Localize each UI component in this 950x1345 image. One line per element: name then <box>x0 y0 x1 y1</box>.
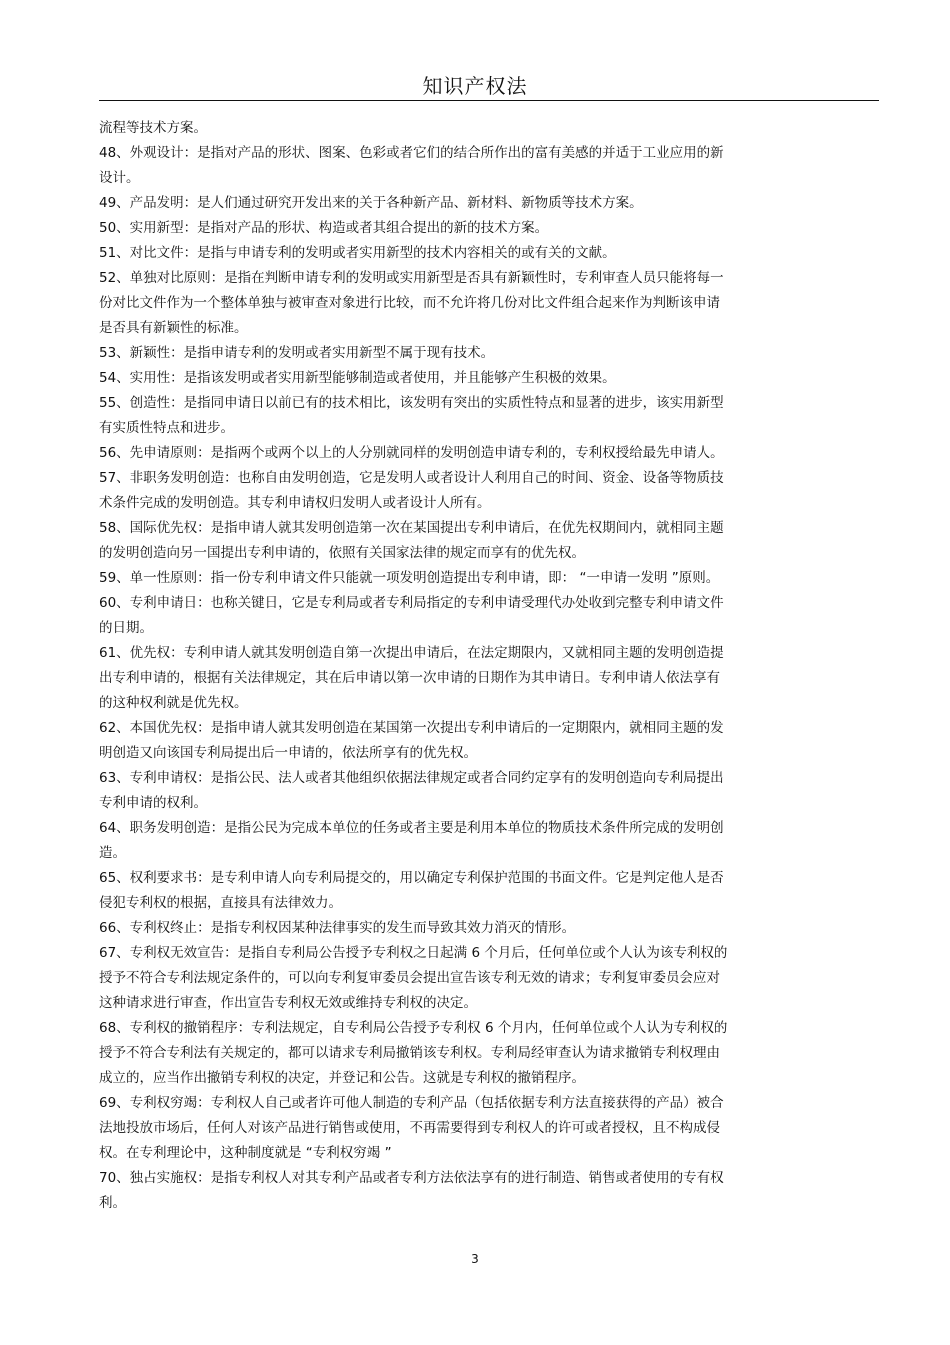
text-line: 的发明创造向另一国提出专利申请的，依照有关国家法律的规定而享有的优先权。 <box>99 545 585 561</box>
text-line: 58、国际优先权：是指申请人就其发明创造第一次在某国提出专利申请后，在优先权期间内，就相同主题 <box>99 520 724 536</box>
text-line: 利。 <box>99 1195 126 1211</box>
header-divider <box>99 100 879 101</box>
text-line: 62、本国优先权：是指申请人就其发明创造在某国第一次提出专利申请后的一定期限内，就相同主题的发 <box>99 720 724 736</box>
text-line: 61、优先权：专利申请人就其发明创造自第一次提出申请后，在法定期限内，又就相同主题的发明创造提 <box>99 645 724 661</box>
text-line: 66、专利权终止：是指专利权因某种法律事实的发生而导致其效力消灭的情形。 <box>99 920 576 936</box>
text-line: 专利申请的权利。 <box>99 795 207 811</box>
text-line: 术条件完成的发明创造。其专利申请权归发明人或者设计人所有。 <box>99 495 491 511</box>
text-line: 52、单独对比原则：是指在判断申请专利的发明或实用新型是否具有新颖性时，专利审查人员只能将每一 <box>99 270 724 286</box>
text-line: 55、创造性：是指同申请日以前已有的技术相比，该发明有突出的实质性特点和显著的进步，该实用新型 <box>99 395 724 411</box>
text-line: 68、专利权的撤销程序：专利法规定，自专利局公告授予专利权 6 个月内，任何单位或个人认为专利权的 <box>99 1020 728 1036</box>
text-line: 的这种权利就是优先权。 <box>99 695 248 711</box>
header-title: 知识产权法 <box>422 74 528 98</box>
text-line: 出专利申请的，根据有关法律规定，其在后申请以第一次申请的日期作为其申请日。专利申请人依法享有 <box>99 670 720 686</box>
text-line: 57、非职务发明创造：也称自由发明创造，它是发明人或者设计人利用自己的时间、资金、设备等物质技 <box>99 470 724 486</box>
text-line: 授予不符合专利法有关规定的，都可以请求专利局撤销该专利权。专利局经审查认为请求撤销专利权理由 <box>99 1045 720 1061</box>
text-line: 63、专利申请权：是指公民、法人或者其他组织依据法律规定或者合同约定享有的发明创造向专利局提出 <box>99 770 724 786</box>
text-line: 是否具有新颖性的标准。 <box>99 320 248 336</box>
text-line: 有实质性特点和进步。 <box>99 420 234 436</box>
text-line: 65、权利要求书：是专利申请人向专利局提交的，用以确定专利保护范围的书面文件。它是判定他人是否 <box>99 870 724 886</box>
text-line: 设计。 <box>99 170 140 186</box>
text-line: 51、对比文件：是指与申请专利的发明或者实用新型的技术内容相关的或有关的文献。 <box>99 245 616 261</box>
text-line: 造。 <box>99 845 126 861</box>
text-line: 50、实用新型：是指对产品的形状、构造或者其组合提出的新的技术方案。 <box>99 220 549 236</box>
text-line: 49、产品发明：是人们通过研究开发出来的关于各种新产品、新材料、新物质等技术方案。 <box>99 195 643 211</box>
text-line: 的日期。 <box>99 620 153 636</box>
text-line: 流程等技术方案。 <box>99 120 207 136</box>
text-line: 授予不符合专利法规定条件的，可以向专利复审委员会提出宣告该专利无效的请求；专利复审委员会应对 <box>99 970 720 986</box>
document-body <box>99 116 859 1216</box>
text-line: 侵犯专利权的根据，直接具有法律效力。 <box>99 895 342 911</box>
text-line: 成立的，应当作出撤销专利权的决定，并登记和公告。这就是专利权的撤销程序。 <box>99 1070 585 1086</box>
text-line: 69、专利权穷竭：专利权人自己或者许可他人制造的专利产品（包括依据专利方法直接获得的产品）被合 <box>99 1095 724 1111</box>
text-line: 权。在专利理论中，这种制度就是 “专利权穷竭 ” <box>99 1145 392 1161</box>
text-line: 53、新颖性：是指申请专利的发明或者实用新型不属于现有技术。 <box>99 345 495 361</box>
text-line: 60、专利申请日：也称关键日，它是专利局或者专利局指定的专利申请受理代办处收到完整专利申请文件 <box>99 595 724 611</box>
text-line: 54、实用性：是指该发明或者实用新型能够制造或者使用，并且能够产生积极的效果。 <box>99 370 616 386</box>
text-line: 明创造又向该国专利局提出后一申请的，依法所享有的优先权。 <box>99 745 477 761</box>
text-line: 67、专利权无效宣告：是指自专利局公告授予专利权之日起满 6 个月后，任何单位或个人认为该专利权的 <box>99 945 728 961</box>
page-number: 3 <box>471 1252 479 1266</box>
text-line: 份对比文件作为一个整体单独与被审查对象进行比较，而不允许将几份对比文件组合起来作为判断该申请 <box>99 295 720 311</box>
text-line: 法地投放市场后，任何人对该产品进行销售或使用，不再需要得到专利权人的许可或者授权，且不构成侵 <box>99 1120 720 1136</box>
text-line: 48、外观设计：是指对产品的形状、图案、色彩或者它们的结合所作出的富有美感的并适于工业应用的新 <box>99 145 724 161</box>
text-line: 56、先申请原则：是指两个或两个以上的人分别就同样的发明创造申请专利的，专利权授给最先申请人。 <box>99 445 724 461</box>
text-line: 59、单一性原则：指一份专利申请文件只能就一项发明创造提出专利申请，即： “一申请一发明 ”原则。 <box>99 570 720 586</box>
text-line: 这种请求进行审查，作出宣告专利权无效或维持专利权的决定。 <box>99 995 477 1011</box>
text-line: 64、职务发明创造：是指公民为完成本单位的任务或者主要是利用本单位的物质技术条件所完成的发明创 <box>99 820 724 836</box>
text-line: 70、独占实施权：是指专利权人对其专利产品或者专利方法依法享有的进行制造、销售或者使用的专有权 <box>99 1170 724 1186</box>
